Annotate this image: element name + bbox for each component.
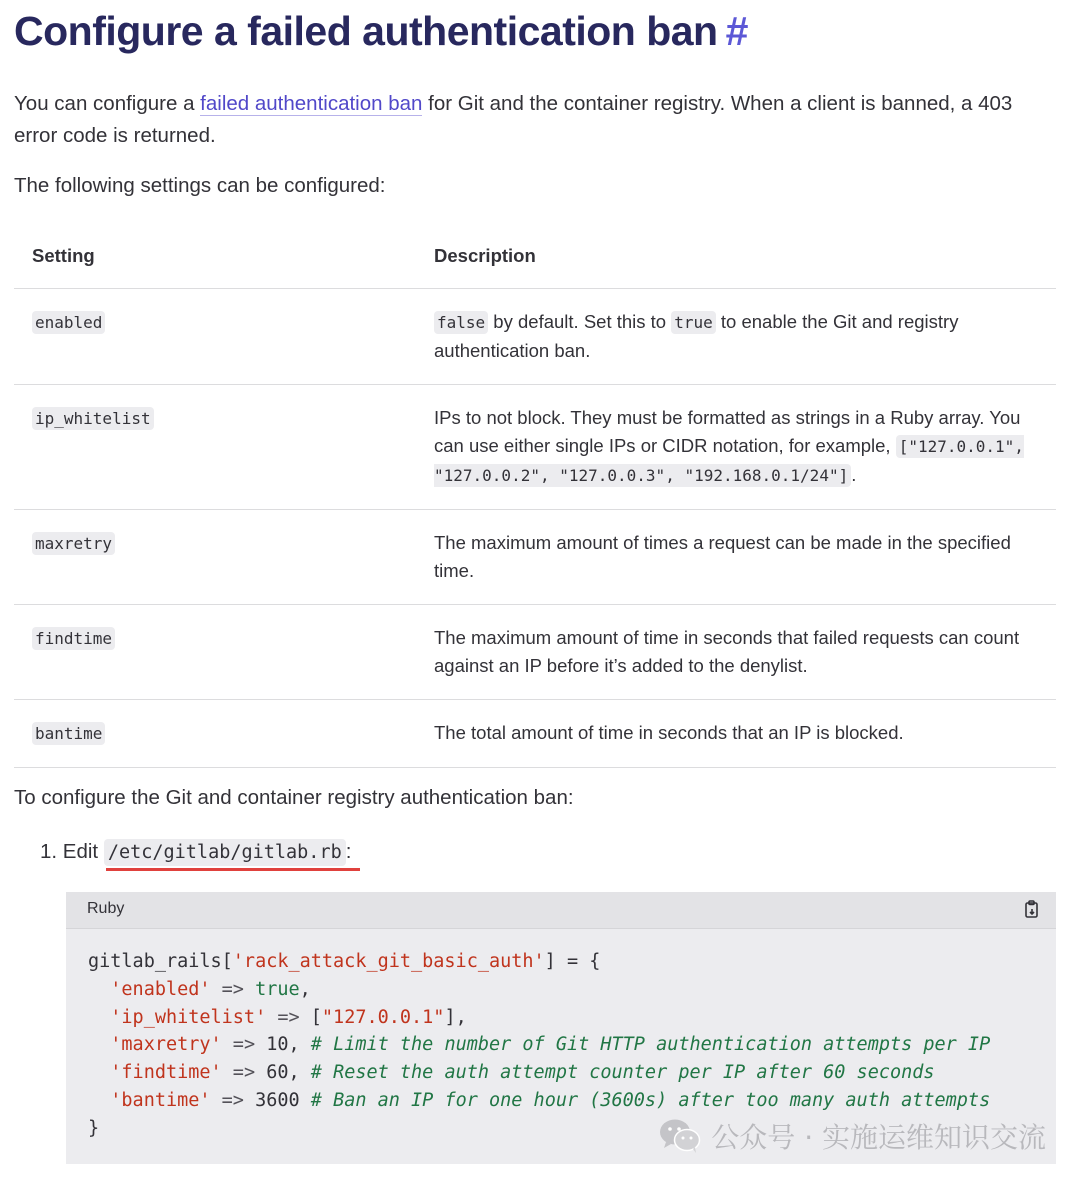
code-token bbox=[300, 1090, 311, 1111]
description-text: The maximum amount of times a request can be made in the specified time. bbox=[434, 532, 1011, 581]
code-token: "127.0.0.1" bbox=[321, 1006, 445, 1028]
config-path-code: /etc/gitlab/gitlab.rb bbox=[104, 839, 346, 866]
code-line-5 bbox=[88, 1062, 935, 1083]
code-token: 'ip_whitelist' bbox=[110, 1006, 267, 1028]
description-cell bbox=[416, 289, 1056, 385]
intro-text-before: You can configure a bbox=[14, 92, 201, 115]
watermark-text: 公众号 · 实施运维知识交流 bbox=[711, 1121, 1046, 1154]
setting-cell bbox=[14, 510, 416, 605]
code-comment: # Reset the auth attempt counter per IP after 60 seconds bbox=[310, 1062, 935, 1084]
code-token: => bbox=[210, 1089, 256, 1111]
code-token: gitlab_rails[ bbox=[88, 951, 233, 972]
page-title-text: Configure a failed authentication ban bbox=[14, 8, 718, 54]
setting-cell bbox=[14, 700, 416, 768]
setting-cell bbox=[14, 605, 416, 700]
watermark bbox=[659, 1116, 1046, 1156]
header-setting: Setting bbox=[14, 226, 416, 289]
code-line-2 bbox=[88, 979, 311, 1000]
description-text: to enable the Git and registry authentication ban. bbox=[434, 311, 959, 361]
clipboard-icon[interactable] bbox=[1020, 898, 1044, 922]
step-number: 1. bbox=[40, 840, 58, 863]
table-row bbox=[14, 385, 1056, 510]
page-title bbox=[14, 8, 748, 55]
failed-auth-ban-link[interactable]: failed authentication ban bbox=[200, 92, 423, 115]
inline-code: true bbox=[671, 311, 716, 334]
description-cell bbox=[416, 385, 1056, 510]
code-token: , bbox=[299, 978, 311, 1000]
settings-lead: The following settings can be configured: bbox=[14, 174, 386, 197]
description-cell bbox=[416, 700, 1056, 768]
inline-code: ["127.0.0.1", "127.0.0.2", "127.0.0.3", "192.168.0.1/24"] bbox=[434, 437, 1024, 485]
code-token: ] = { bbox=[544, 951, 601, 972]
description-cell bbox=[416, 510, 1056, 605]
code-token: 60 bbox=[266, 1062, 289, 1084]
code-token: => bbox=[210, 978, 256, 1000]
table-header-row bbox=[14, 226, 1056, 289]
code-line-6 bbox=[88, 1090, 990, 1111]
code-content[interactable] bbox=[88, 948, 990, 1143]
setting-code: ip_whitelist bbox=[32, 407, 154, 430]
code-token: 'enabled' bbox=[110, 978, 211, 1000]
code-comment: # Limit the number of Git HTTP authentication attempts per IP bbox=[310, 1034, 991, 1056]
setting-cell bbox=[14, 385, 416, 510]
code-token: ], bbox=[444, 1006, 467, 1028]
setting-code: bantime bbox=[32, 722, 105, 745]
description-text: by default. Set this to bbox=[488, 311, 672, 332]
description-text: The maximum amount of time in seconds that failed requests can count against an IP before it’s added to the denylist. bbox=[434, 627, 1020, 676]
code-token: => bbox=[221, 1062, 267, 1084]
table-row bbox=[14, 700, 1056, 768]
code-token: 'findtime' bbox=[110, 1062, 222, 1084]
description-text: IPs to not block. They must be formatted as strings in a Ruby array. You can use either single IPs or CIDR notation, for example, bbox=[434, 407, 1021, 456]
table-row bbox=[14, 510, 1056, 605]
highlight-underline bbox=[106, 868, 360, 871]
setting-cell bbox=[14, 289, 416, 385]
table-row bbox=[14, 605, 1056, 700]
code-block-header bbox=[66, 892, 1056, 929]
intro-text-after: for Git and the container registry. When a client is banned, a 403 error code is returned. bbox=[14, 92, 1013, 147]
settings-table bbox=[14, 226, 1056, 768]
code-token: 10 bbox=[266, 1034, 289, 1056]
step-1 bbox=[40, 840, 351, 864]
code-token: 'bantime' bbox=[110, 1089, 211, 1111]
code-comment: # Ban an IP for one hour (3600s) after too many auth attempts bbox=[310, 1089, 991, 1111]
description-text: The total amount of time in seconds that an IP is blocked. bbox=[434, 722, 904, 743]
wechat-icon bbox=[659, 1118, 701, 1154]
step-prefix: Edit bbox=[57, 840, 104, 863]
code-token: => bbox=[266, 1006, 311, 1028]
setting-code: enabled bbox=[32, 311, 105, 334]
setting-code: findtime bbox=[32, 627, 115, 650]
heading-anchor-link[interactable]: # bbox=[725, 8, 748, 54]
header-description: Description bbox=[416, 226, 1056, 289]
code-language-label: Ruby bbox=[87, 900, 125, 917]
intro-paragraph bbox=[14, 88, 1058, 152]
code-token: 3600 bbox=[255, 1089, 300, 1111]
code-token: [ bbox=[310, 1006, 322, 1028]
code-token: 'maxretry' bbox=[110, 1034, 222, 1056]
code-token: , bbox=[288, 1062, 311, 1084]
step-suffix: : bbox=[345, 840, 352, 863]
code-line-4 bbox=[88, 1034, 990, 1055]
code-token: => bbox=[221, 1034, 267, 1056]
code-token: 'rack_attack_git_basic_auth' bbox=[232, 951, 545, 972]
inline-code: false bbox=[434, 311, 488, 334]
description-text: . bbox=[851, 464, 857, 485]
description-cell bbox=[416, 605, 1056, 700]
table-row bbox=[14, 289, 1056, 385]
setting-code: maxretry bbox=[32, 532, 115, 555]
steps-lead: To configure the Git and container registry authentication ban: bbox=[14, 786, 574, 809]
code-token: true bbox=[255, 978, 300, 1000]
code-line-7: } bbox=[88, 1117, 100, 1139]
code-line-1 bbox=[88, 951, 600, 972]
code-line-3 bbox=[88, 1007, 467, 1028]
code-token: , bbox=[288, 1034, 311, 1056]
